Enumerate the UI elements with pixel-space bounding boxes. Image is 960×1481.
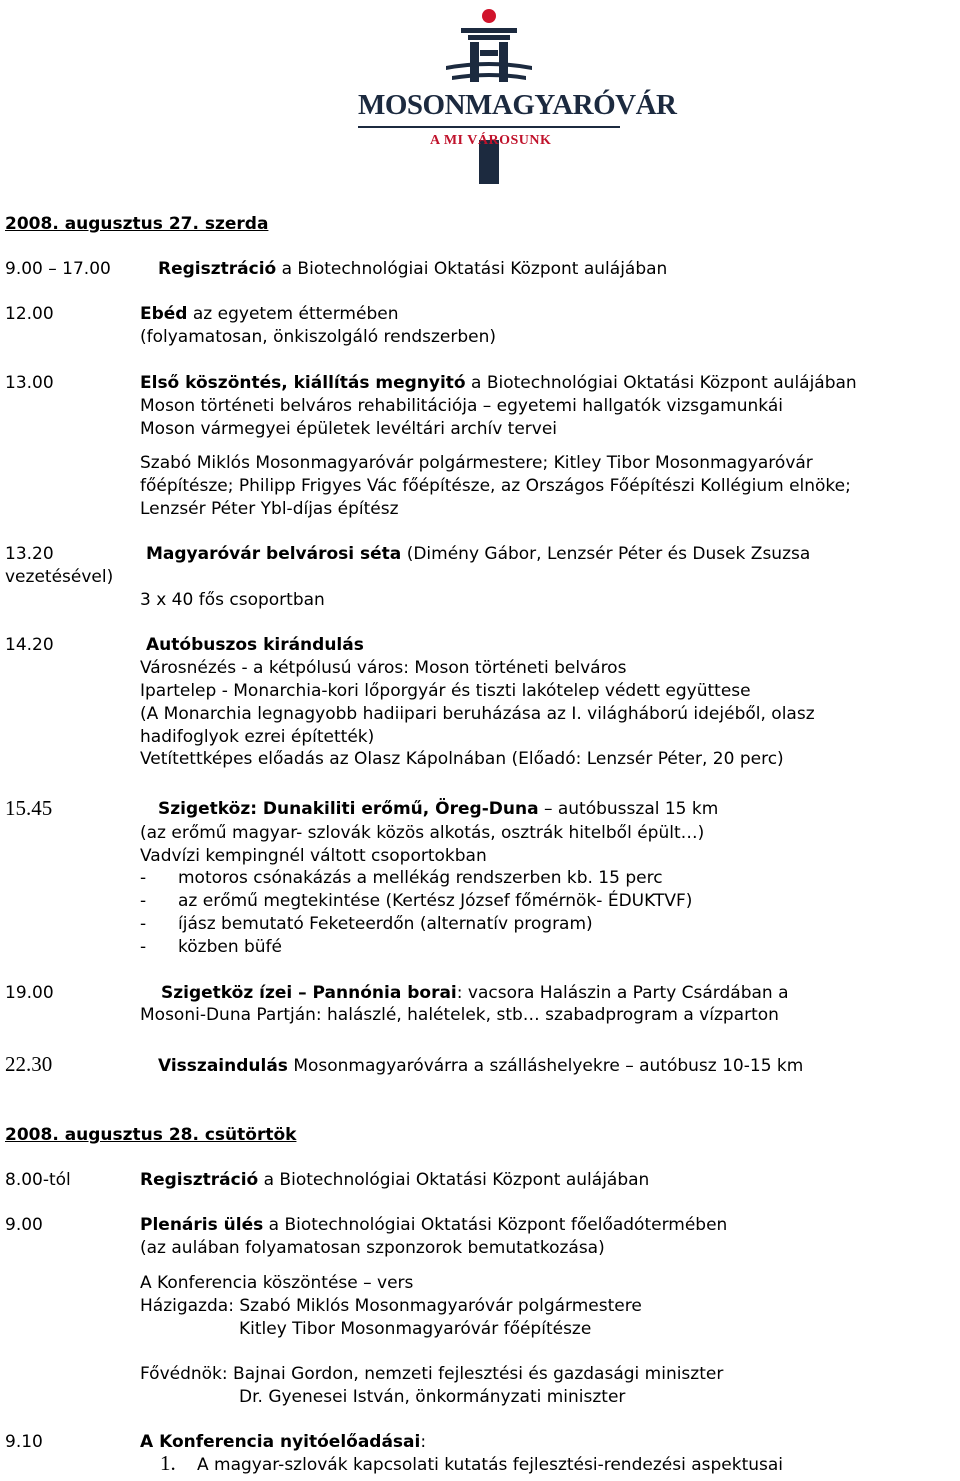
day1-e8-title: Visszaindulás [158,1056,288,1076]
day1-e5-l2: Ipartelep - Monarchia-kori lőporgyár és tiszti lakótelep védett együttese [140,681,751,701]
day1-e1-time: 9.00 – 17.00 [5,259,111,279]
day1-e4-line2: vezetésével) [5,567,114,587]
day1-e1-desc: a Biotechnológiai Oktatási Központ aulájában [276,259,668,279]
day2-e3-num: 1. [160,1451,176,1475]
day1-e3-p2: főépítésze; Philipp Frigyes Vác főépítésze, az Országos Főépítészi Kollégium elnöke; [140,476,851,496]
day1-e8-time: 22.30 [5,1052,53,1076]
day1-e3-time: 13.00 [5,373,54,393]
day1-e5-time: 14.20 [5,635,54,655]
day2-e2-l2: Házigazda: Szabó Miklós Mosonmagyaróvár polgármestere [140,1296,642,1316]
day1-date-heading: 2008. augusztus 27. szerda [5,214,269,234]
day1-e4-line [146,543,810,566]
day1-e3-p1: Szabó Miklós Mosonmagyaróvár polgármestere; Kitley Tibor Mosonmagyaróvár [140,453,813,473]
day1-e5-l3: (A Monarchia legnagyobb hadiipari beruházása az I. világháború idejéből, olasz [140,704,815,724]
logo-divider [358,126,620,128]
day1-e6-l1: (az erőmű magyar- szlovák közös alkotás, osztrák hitelből épült…) [140,823,705,843]
day1-e3-desc: a Biotechnológiai Oktatási Központ aulájában [465,373,857,393]
day1-e2-desc: az egyetem éttermében [187,304,399,324]
day1-e3-line3: Moson vármegyei épületek levéltári archív tervei [140,419,558,439]
list-item [140,913,593,936]
list-item [140,936,283,959]
day2-e2-desc: a Biotechnológiai Oktatási Központ főelőadótermében [263,1215,728,1235]
day1-e7-line [161,982,789,1005]
day1-e2-line2: (folyamatosan, önkiszolgáló rendszerben) [140,327,497,347]
day1-e6-time: 15.45 [5,796,53,820]
day1-e5-l4: hadifoglyok ezrei építették) [140,727,375,747]
day1-e1-title: Regisztráció [158,259,277,279]
day2-e1-line [140,1169,649,1192]
day1-e1-line [158,258,667,281]
day2-e2-time: 9.00 [5,1215,43,1235]
day1-e7-title: Szigetköz ízei – Pannónia borai [161,983,457,1003]
list-item [140,867,663,890]
day1-e3-line2: Moson történeti belváros rehabilitációja – egyetemi hallgatók vizsgamunkái [140,396,783,416]
day1-e7-line2: Mosoni-Duna Partján: halászlé, halételek, stb… szabadprogram a vízparton [140,1005,779,1025]
day1-e3-p3: Lenzsér Péter Ybl-díjas építész [140,499,399,519]
day1-e7-time: 19.00 [5,983,54,1003]
day1-e6-desc: – autóbusszal 15 km [538,799,719,819]
day1-e4-line3: 3 x 40 fős csoportban [140,590,325,610]
day1-e6-line [158,798,718,821]
day2-e3-title: A Konferencia nyitóelőadásai [140,1432,421,1452]
list-item-text: közben büfé [178,937,283,957]
list-dash: - [140,937,147,957]
day2-e2-line [140,1214,727,1237]
list-dash: - [140,891,147,911]
logo-subtitle: A MI VÁROSUNK [430,133,552,148]
logo-title: MOSONMAGYARÓVÁR [358,89,677,121]
day1-e5-title: Autóbuszos kirándulás [146,635,364,655]
day2-e3-line [140,1431,426,1454]
day1-e8-desc: Mosonmagyaróvárra a szálláshelyekre – autóbusz 10-15 km [287,1056,804,1076]
day1-e6-l2: Vadvízi kempingnél váltott csoportokban [140,846,487,866]
day2-e2-l5: Dr. Gyenesei István, önkormányzati miniszter [239,1387,626,1407]
day2-e3-item1: A magyar-szlovák kapcsolati kutatás fejlesztési-rendezési aspektusai [197,1455,784,1475]
day2-e2-title: Plenáris ülés [140,1215,264,1235]
day1-e4-title: Magyaróvár belvárosi séta [146,544,402,564]
list-dash: - [140,868,147,888]
list-item-text: motoros csónakázás a mellékág rendszerben kb. 15 perc [178,868,663,888]
day1-e5-l5: Vetítettképes előadás az Olasz Kápolnában (Előadó: Lenzsér Péter, 20 perc) [140,749,784,769]
day2-e2-l3: Kitley Tibor Mosonmagyaróvár főépítésze [239,1319,592,1339]
day1-e6-title: Szigetköz: Dunakiliti erőmű, Öreg-Duna [158,799,539,819]
day1-e3-title: Első köszöntés, kiállítás megnyitó [140,373,466,393]
day1-e2-title: Ebéd [140,304,188,324]
list-item-text: az erőmű megtekintése (Kertész József főmérnök- ÉDUKTVF) [178,891,693,911]
day2-date-heading: 2008. augusztus 28. csütörtök [5,1125,297,1145]
day1-e4-desc: (Dimény Gábor, Lenzsér Péter és Dusek Zsuzsa [401,544,811,564]
city-logo [358,8,677,186]
day2-e3-time: 9.10 [5,1432,43,1452]
day2-e1-desc: a Biotechnológiai Oktatási Központ aulájában [258,1170,650,1190]
day2-e3-desc: : [420,1432,427,1452]
day1-e2-line [140,303,398,326]
day2-e1-title: Regisztráció [140,1170,259,1190]
day1-e8-line [158,1055,803,1078]
day1-e3-line [140,372,857,395]
list-item [140,890,693,913]
list-dash: - [140,914,147,934]
day1-e5-l1: Városnézés - a kétpólusú város: Moson történeti belváros [140,658,627,678]
day1-e2-time: 12.00 [5,304,54,324]
day1-e7-desc: : vacsora Halászin a Party Csárdában a [456,983,789,1003]
day2-e1-time: 8.00-tól [5,1170,71,1190]
day2-e2-l4: Fővédnök: Bajnai Gordon, nemzeti fejlesztési és gazdasági miniszter [140,1364,724,1384]
day1-e4-time: 13.20 [5,544,54,564]
day2-e2-line2: (az aulában folyamatosan szponzorok bemutatkozása) [140,1238,605,1258]
list-item-text: íjász bemutató Feketeerdőn (alternatív program) [178,914,593,934]
day2-e2-l1: A Konferencia köszöntése – vers [140,1273,414,1293]
